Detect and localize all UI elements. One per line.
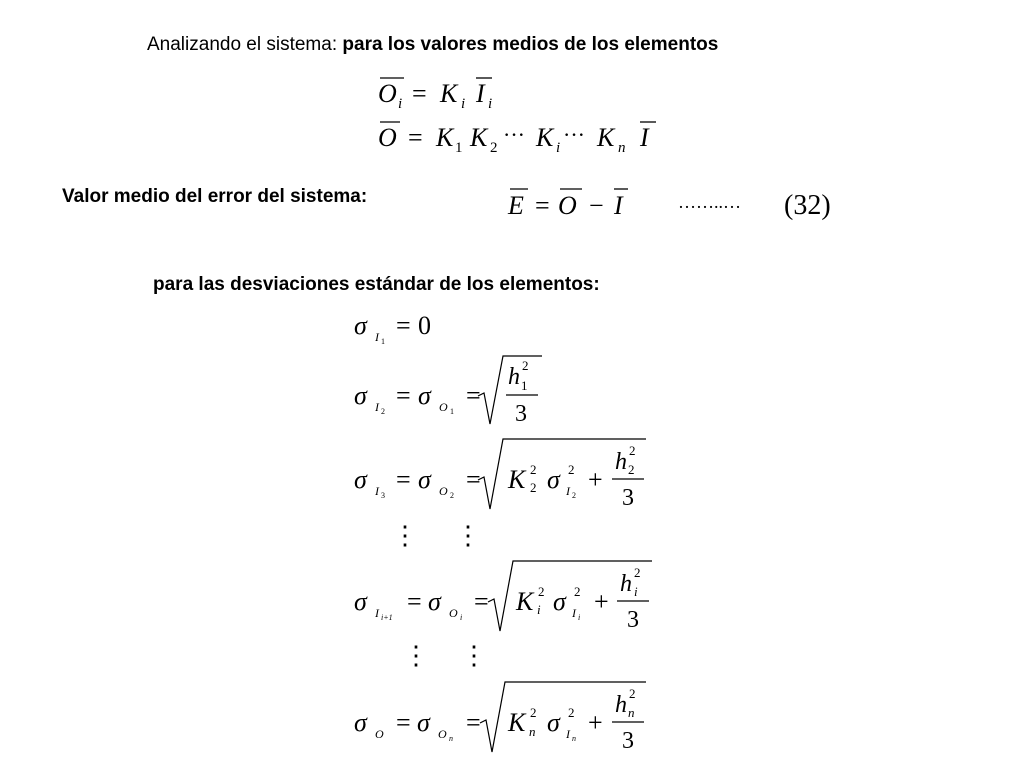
svg-text:O: O xyxy=(439,400,448,414)
svg-text:K: K xyxy=(536,123,554,152)
svg-text:σ: σ xyxy=(428,587,441,616)
svg-text:2: 2 xyxy=(629,443,636,458)
svg-text:O: O xyxy=(438,727,447,741)
svg-text:0: 0 xyxy=(418,311,431,340)
svg-text:n: n xyxy=(529,724,536,739)
vdots-1b: ⋮ xyxy=(455,521,481,550)
svg-text:2: 2 xyxy=(629,686,636,701)
svg-text:σ: σ xyxy=(354,708,367,737)
svg-text:=: = xyxy=(466,708,481,737)
svg-text:2: 2 xyxy=(530,705,537,720)
svg-text:n: n xyxy=(572,734,576,743)
svg-text:i: i xyxy=(578,613,581,622)
svg-text:K: K xyxy=(508,465,526,494)
svg-text:=: = xyxy=(535,191,550,220)
svg-text:1: 1 xyxy=(521,378,528,393)
svg-text:2: 2 xyxy=(522,358,529,373)
svg-text:K: K xyxy=(440,79,458,108)
svg-text:i: i xyxy=(398,96,403,112)
svg-text:=: = xyxy=(466,381,481,410)
error-label: Valor medio del error del sistema: xyxy=(62,186,368,207)
svg-text:i: i xyxy=(556,140,561,156)
svg-text:···: ··· xyxy=(503,122,525,147)
eq-sigma-i2 xyxy=(354,356,542,427)
svg-text:1: 1 xyxy=(450,407,454,416)
svg-text:σ: σ xyxy=(354,311,367,340)
svg-text:K: K xyxy=(436,123,454,152)
svg-text:K: K xyxy=(597,123,615,152)
svg-text:i+1: i+1 xyxy=(381,613,393,622)
svg-text:2: 2 xyxy=(530,480,537,495)
svg-text:O: O xyxy=(378,79,397,108)
svg-text:+: + xyxy=(588,465,603,494)
svg-text:I: I xyxy=(375,400,379,414)
svg-text:n: n xyxy=(449,734,453,743)
svg-text:h: h xyxy=(615,692,627,718)
svg-text:2: 2 xyxy=(538,584,545,599)
svg-text:···: ··· xyxy=(563,122,585,147)
svg-text:σ: σ xyxy=(354,465,367,494)
intro-bold-text: para los valores medios de los elementos xyxy=(342,34,719,55)
svg-text:I: I xyxy=(572,606,576,620)
eq-sigma-i3 xyxy=(354,439,646,511)
svg-text:n: n xyxy=(618,140,626,156)
svg-text:2: 2 xyxy=(572,491,576,500)
svg-text:σ: σ xyxy=(354,381,367,410)
svg-text:=: = xyxy=(412,79,427,108)
svg-text:K: K xyxy=(508,708,526,737)
svg-text:I: I xyxy=(566,484,570,498)
svg-text:K: K xyxy=(470,123,488,152)
svg-text:E: E xyxy=(508,191,524,220)
svg-text:I: I xyxy=(614,191,623,220)
svg-text:I: I xyxy=(375,606,379,620)
svg-text:2: 2 xyxy=(381,407,385,416)
svg-text:i: i xyxy=(460,613,463,622)
svg-text:σ: σ xyxy=(354,587,367,616)
eq-sigma-i1 xyxy=(354,311,431,346)
svg-text:σ: σ xyxy=(418,381,431,410)
svg-text:i: i xyxy=(634,584,638,599)
eq-sigma-ip1 xyxy=(354,561,652,633)
svg-text:O: O xyxy=(449,606,458,620)
svg-text:3: 3 xyxy=(622,728,634,754)
svg-text:+: + xyxy=(588,708,603,737)
svg-text:=: = xyxy=(396,381,411,410)
svg-text:=: = xyxy=(396,311,411,340)
svg-text:3: 3 xyxy=(515,401,527,427)
svg-text:3: 3 xyxy=(622,485,634,511)
svg-text:σ: σ xyxy=(417,708,430,737)
svg-text:h: h xyxy=(615,449,627,475)
svg-text:2: 2 xyxy=(450,491,454,500)
svg-text:h: h xyxy=(620,571,632,597)
svg-text:I: I xyxy=(640,123,649,152)
eq-mean-system xyxy=(378,122,656,156)
svg-text:2: 2 xyxy=(574,584,581,599)
svg-text:I: I xyxy=(566,727,570,741)
vdots-2b: ⋮ xyxy=(461,641,487,670)
svg-text:−: − xyxy=(589,191,604,220)
eq-system-error xyxy=(507,189,831,221)
svg-text:σ: σ xyxy=(418,465,431,494)
svg-text:2: 2 xyxy=(490,140,498,156)
svg-text:+: + xyxy=(594,587,609,616)
svg-text:O: O xyxy=(439,484,448,498)
svg-text:O: O xyxy=(375,727,384,741)
svg-text:=: = xyxy=(396,708,411,737)
svg-text:n: n xyxy=(628,705,635,720)
svg-text:2: 2 xyxy=(568,462,575,477)
vdots-1a: ⋮ xyxy=(392,521,418,550)
equation-number: (32) xyxy=(784,190,831,221)
svg-text:=: = xyxy=(408,123,423,152)
svg-text:=: = xyxy=(407,587,422,616)
svg-text:=: = xyxy=(466,465,481,494)
svg-text:2: 2 xyxy=(568,705,575,720)
svg-text:1: 1 xyxy=(381,337,385,346)
svg-text:I: I xyxy=(375,484,379,498)
svg-text:3: 3 xyxy=(381,491,385,500)
svg-text:2: 2 xyxy=(530,462,537,477)
svg-text:σ: σ xyxy=(553,587,566,616)
svg-text:σ: σ xyxy=(547,465,560,494)
svg-text:σ: σ xyxy=(547,708,560,737)
svg-text:=: = xyxy=(474,587,489,616)
equation-leader-dots: ……..… xyxy=(678,192,741,212)
svg-text:=: = xyxy=(396,465,411,494)
svg-text:2: 2 xyxy=(628,462,635,477)
svg-text:3: 3 xyxy=(627,607,639,633)
svg-text:I: I xyxy=(476,79,485,108)
eq-mean-element xyxy=(378,78,492,112)
svg-text:K: K xyxy=(516,587,534,616)
eq-sigma-o xyxy=(354,682,646,754)
svg-text:i: i xyxy=(537,602,541,617)
svg-text:2: 2 xyxy=(634,565,641,580)
svg-text:h: h xyxy=(508,364,520,390)
svg-text:O: O xyxy=(378,123,397,152)
intro-label: Analizando el sistema: xyxy=(147,34,338,55)
svg-text:i: i xyxy=(488,96,493,112)
std-label: para las desviaciones estándar de los elementos: xyxy=(153,274,600,295)
svg-text:O: O xyxy=(558,191,577,220)
svg-text:1: 1 xyxy=(455,140,463,156)
svg-text:i: i xyxy=(461,96,466,112)
svg-text:I: I xyxy=(375,330,379,344)
vdots-2a: ⋮ xyxy=(403,641,429,670)
